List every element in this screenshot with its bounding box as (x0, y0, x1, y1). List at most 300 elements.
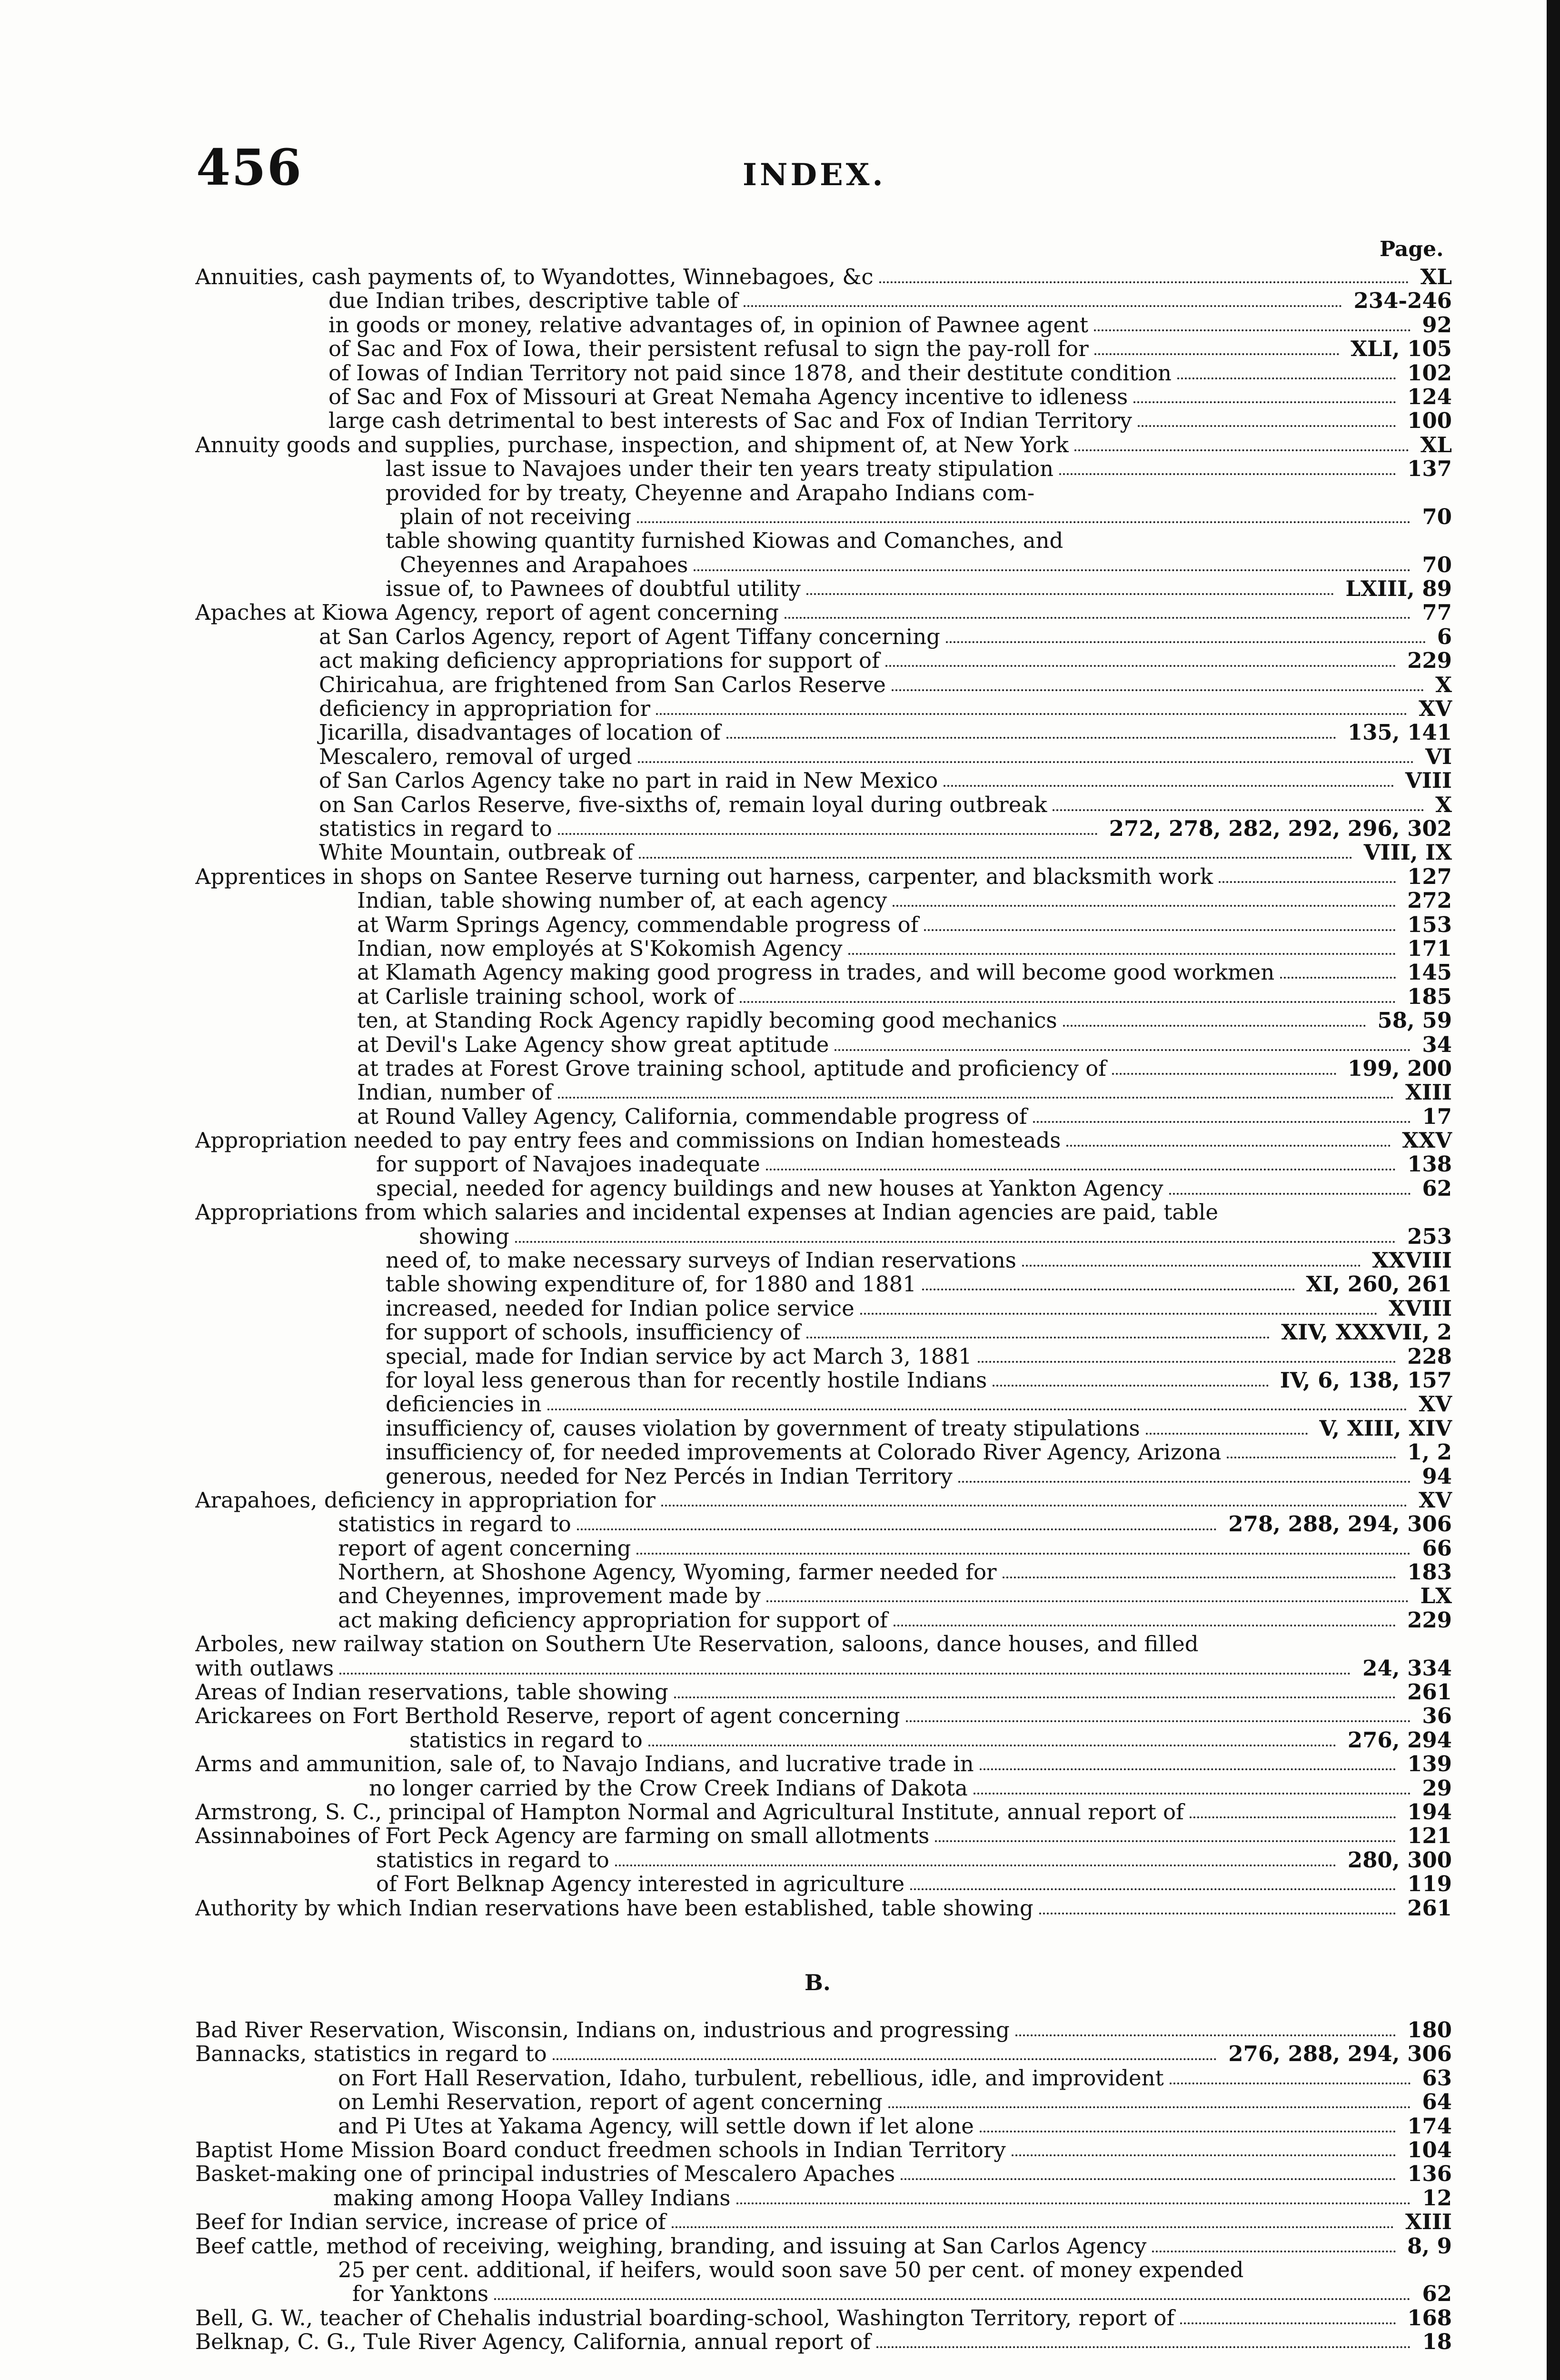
index-entry (195, 673, 1457, 697)
entry-text: Mescalero, removal of urged (319, 744, 632, 769)
entry-text: statistics in regard to (319, 816, 552, 841)
leader-dots (1015, 2018, 1396, 2036)
index-entry (195, 769, 1457, 793)
entry-page-ref: 102 (1402, 361, 1452, 385)
leader-dots (1133, 385, 1396, 403)
index-entry (195, 361, 1457, 385)
index-entry (195, 2282, 1457, 2306)
index-entry (195, 1225, 1457, 1249)
leader-dots (901, 2162, 1396, 2180)
entry-text: Indian, number of (357, 1081, 553, 1105)
entry-page-ref: 62 (1417, 1177, 1452, 1200)
index-entry (195, 937, 1457, 961)
entry-text: statistics in regard to (376, 1848, 609, 1873)
entry-page-ref: 100 (1402, 409, 1452, 433)
entry-page-ref: XIII (1401, 2210, 1452, 2234)
index-entry (195, 1297, 1457, 1320)
entry-text: deficiencies in (386, 1392, 542, 1417)
entry-page-ref: 180 (1402, 2018, 1452, 2042)
entry-text: table showing expenditure of, for 1880 and 1881 (386, 1272, 916, 1297)
index-entry (195, 649, 1457, 673)
entry-text: Annuities, cash payments of, to Wyandottes, Winnebagoes, &c (195, 265, 874, 289)
entry-page-ref: 124 (1402, 385, 1452, 409)
entry-text: Bannacks, statistics in regard to (195, 2042, 547, 2066)
index-entry (195, 433, 1457, 457)
entry-text: plain of not receiving (400, 505, 632, 529)
leader-dots (888, 2090, 1411, 2108)
entry-text: at San Carlos Agency, report of Agent Tiffany concerning (319, 625, 940, 649)
entry-page-ref: 8, 9 (1402, 2234, 1452, 2258)
entry-page-ref: LX (1415, 1584, 1452, 1608)
leader-dots (860, 1297, 1377, 1315)
entry-text: insufficiency of, for needed improvements at Colorado River Agency, Arizona (386, 1440, 1222, 1465)
index-entry (195, 865, 1457, 889)
leader-dots (944, 769, 1394, 787)
entry-page-ref: 183 (1402, 1560, 1452, 1584)
entry-page-ref: 58, 59 (1372, 1009, 1452, 1032)
entry-page-ref: 77 (1417, 601, 1452, 625)
entry-page-ref: 63 (1417, 2066, 1452, 2090)
entry-page-ref: XIII (1401, 1081, 1452, 1104)
index-entry (195, 697, 1457, 721)
entry-page-ref: 127 (1402, 865, 1452, 889)
entry-text: and Pi Utes at Yakama Agency, will settle down if let alone (338, 2114, 974, 2138)
index-entry (195, 1872, 1457, 1896)
leader-dots (1227, 1440, 1396, 1458)
entry-text: issue of, to Pawnees of doubtful utility (386, 577, 801, 601)
leader-dots (656, 697, 1407, 715)
entry-page-ref: 138 (1402, 1152, 1452, 1176)
entry-text: special, needed for agency buildings and new houses at Yankton Agency (376, 1176, 1163, 1201)
index-entry (195, 817, 1457, 841)
index-entry (195, 577, 1457, 601)
entry-text: Beef cattle, method of receiving, weighing, branding, and issuing at San Carlos Agency (195, 2234, 1147, 2258)
leader-dots (879, 265, 1409, 283)
index-entry (195, 2114, 1457, 2138)
index-entry (195, 2138, 1457, 2162)
entry-page-ref: XVIII (1384, 1297, 1452, 1320)
entry-text: last issue to Navajoes under their ten years treaty stipulation (386, 457, 1054, 481)
entry-text: no longer carried by the Crow Creek Indians of Dakota (369, 1776, 968, 1800)
entry-text: Authority by which Indian reservations have been established, table showing (195, 1896, 1033, 1920)
index-entry (195, 745, 1457, 769)
leader-dots (672, 2210, 1394, 2228)
entry-text: at Carlisle training school, work of (357, 984, 735, 1009)
entry-page-ref: 17 (1417, 1105, 1452, 1129)
leader-dots (806, 1320, 1270, 1339)
entry-text: statistics in regard to (338, 1512, 571, 1537)
entry-page-ref: XV (1414, 1392, 1452, 1416)
entry-page-ref: 24, 334 (1358, 1656, 1452, 1680)
entry-page-ref: 185 (1402, 985, 1452, 1009)
leader-dots (1053, 793, 1424, 811)
index-entry (195, 2234, 1457, 2258)
leader-dots (893, 889, 1396, 907)
index-entry (195, 1177, 1457, 1200)
entry-text: Arapahoes, deficiency in appropriation for (195, 1488, 656, 1513)
leader-dots (1033, 1105, 1411, 1123)
entry-text: Areas of Indian reservations, table showing (195, 1680, 668, 1705)
leader-dots (558, 817, 1098, 835)
leader-dots (993, 1368, 1268, 1387)
entry-text: on Fort Hall Reservation, Idaho, turbulent, rebellious, idle, and improvident (338, 2066, 1164, 2091)
entry-text: of Iowas of Indian Territory not paid since 1878, and their destitute condition (328, 361, 1172, 385)
entry-page-ref: VIII (1401, 769, 1452, 793)
leader-dots (638, 745, 1414, 763)
index-entry (195, 1728, 1457, 1752)
entry-page-ref: VI (1421, 745, 1452, 769)
index-entry (195, 337, 1457, 361)
leader-dots (935, 1824, 1396, 1842)
index-entry (195, 457, 1457, 481)
entry-text: White Mountain, outbreak of (319, 841, 633, 865)
index-entry (195, 1081, 1457, 1104)
leader-dots (615, 1848, 1336, 1866)
entry-page-ref: 70 (1417, 505, 1452, 529)
entry-page-ref: 276, 294 (1343, 1728, 1452, 1752)
leader-dots (894, 1608, 1396, 1626)
entry-page-ref: VIII, IX (1359, 841, 1452, 864)
leader-dots (740, 985, 1396, 1003)
entry-page-ref: 66 (1417, 1537, 1452, 1560)
leader-dots (785, 601, 1411, 619)
index-entry (195, 1656, 1457, 1680)
entry-page-ref: X (1431, 793, 1452, 817)
entry-page-ref: 34 (1417, 1033, 1452, 1057)
entry-text: on Lemhi Reservation, report of agent concerning (338, 2090, 883, 2114)
entry-text: table showing quantity furnished Kiowas and Comanches, and (386, 529, 1063, 553)
index-entry (195, 2162, 1457, 2186)
index-entry (195, 1608, 1457, 1632)
entry-text: insufficiency of, causes violation by government of treaty stipulations (386, 1416, 1140, 1441)
leader-dots (1063, 1009, 1366, 1027)
index-entry (195, 1752, 1457, 1776)
entry-page-ref: 92 (1417, 313, 1452, 337)
entry-text: due Indian tribes, descriptive table of (328, 289, 738, 313)
entry-page-ref: 228 (1402, 1345, 1452, 1368)
index-entry (195, 553, 1457, 577)
page-column-header: Page. (1380, 237, 1444, 261)
entry-text: 25 per cent. additional, if heifers, would soon save 50 per cent. of money expended (338, 2258, 1244, 2282)
entry-page-ref: 280, 300 (1343, 1848, 1452, 1872)
index-entry (195, 913, 1457, 937)
entry-text: report of agent concerning (338, 1536, 631, 1561)
entry-text: for Yanktons (352, 2282, 489, 2306)
index-entry (195, 1392, 1457, 1416)
index-entry (195, 1848, 1457, 1872)
leader-dots (1066, 1129, 1391, 1147)
index-entry (195, 1440, 1457, 1464)
entry-page-ref: 229 (1402, 1608, 1452, 1632)
entry-text: Jicarilla, disadvantages of location of (319, 721, 721, 745)
index-entry (195, 2042, 1457, 2066)
leader-dots (639, 841, 1352, 859)
entry-text: Arms and ammunition, sale of, to Navajo Indians, and lucrative trade in (195, 1752, 974, 1776)
leader-dots (848, 937, 1396, 955)
index-entry (195, 2306, 1457, 2330)
entry-text: for support of Navajoes inadequate (376, 1152, 760, 1177)
entry-text: ten, at Standing Rock Agency rapidly becoming good mechanics (357, 1009, 1057, 1033)
entry-text: special, made for Indian service by act March 3, 1881 (386, 1344, 972, 1368)
entry-page-ref: XL (1415, 433, 1452, 457)
index-entries-b (195, 2018, 1457, 2354)
entry-page-ref: 12 (1417, 2186, 1452, 2210)
leader-dots (806, 577, 1334, 595)
index-entry (195, 505, 1457, 529)
index-entry (195, 289, 1457, 313)
entry-text: Indian, now employés at S'Kokomish Agency (357, 936, 843, 961)
index-entry (195, 1105, 1457, 1129)
entry-text: in goods or money, relative advantages of, in opinion of Pawnee agent (328, 313, 1089, 337)
index-entry (195, 1680, 1457, 1704)
entry-text: Bell, G. W., teacher of Chehalis industrial boarding-school, Washington Territory, report of (195, 2306, 1175, 2330)
leader-dots (1138, 409, 1396, 427)
leader-dots (980, 1752, 1396, 1770)
entry-page-ref: 261 (1402, 1680, 1452, 1704)
entry-text: Cheyennes and Arapahoes (400, 553, 688, 577)
index-entry (195, 1345, 1457, 1368)
index-entry (195, 1009, 1457, 1032)
entry-text: need of, to make necessary surveys of Indian reservations (386, 1249, 1016, 1273)
index-entry (195, 841, 1457, 864)
index-entry (195, 2090, 1457, 2114)
entry-page-ref: 168 (1402, 2306, 1452, 2330)
entry-page-ref: 29 (1417, 1776, 1452, 1800)
entry-text: Armstrong, S. C., principal of Hampton Normal and Agricultural Institute, annual report of (195, 1800, 1184, 1825)
leader-dots (958, 1465, 1411, 1483)
entry-text: Northern, at Shoshone Agency, Wyoming, farmer needed for (338, 1560, 997, 1585)
index-entry (195, 1320, 1457, 1344)
entry-text: act making deficiency appropriation for support of (338, 1608, 888, 1633)
index-entry (195, 1584, 1457, 1608)
entry-text: Basket-making one of principal industries of Mescalero Apaches (195, 2162, 895, 2186)
leader-dots (494, 2282, 1411, 2300)
index-entry (195, 1560, 1457, 1584)
entry-page-ref: 171 (1402, 937, 1452, 961)
index-entry (195, 1057, 1457, 1081)
index-entry (195, 2258, 1457, 2282)
index-entry (195, 1537, 1457, 1560)
index-entry (195, 1465, 1457, 1488)
index-entry (195, 1512, 1457, 1536)
index-entry (195, 985, 1457, 1009)
entry-text: provided for by treaty, Cheyenne and Arapaho Indians com- (386, 481, 1035, 505)
leader-dots (924, 913, 1396, 931)
entry-text: Appropriation needed to pay entry fees and commissions on Indian homesteads (195, 1129, 1061, 1153)
leader-dots (744, 289, 1342, 307)
entry-text: Belknap, C. G., Tule River Agency, California, annual report of (195, 2330, 871, 2354)
entry-page-ref: 1, 2 (1402, 1440, 1452, 1464)
index-entry (195, 1632, 1457, 1656)
leader-dots (637, 505, 1411, 523)
leader-dots (946, 625, 1426, 643)
index-entry (195, 1776, 1457, 1800)
entry-text: with outlaws (195, 1656, 334, 1681)
index-entry (195, 1200, 1457, 1224)
entry-text: and Cheyennes, improvement made by (338, 1584, 761, 1608)
leader-dots (1169, 1177, 1411, 1195)
index-entry (195, 721, 1457, 744)
leader-dots (885, 649, 1396, 667)
leader-dots (922, 1272, 1295, 1290)
leader-dots (974, 1776, 1411, 1795)
index-entry (195, 1033, 1457, 1057)
entry-page-ref: 229 (1402, 649, 1452, 673)
entry-page-ref: 261 (1402, 1896, 1452, 1920)
index-entry (195, 2066, 1457, 2090)
index-entry (195, 1800, 1457, 1824)
entry-page-ref: 136 (1402, 2162, 1452, 2186)
leader-dots (558, 1081, 1394, 1099)
leader-dots (726, 721, 1336, 739)
leader-dots (766, 1152, 1396, 1170)
index-entry (195, 1152, 1457, 1176)
entry-text: generous, needed for Nez Percés in Indian Territory (386, 1464, 953, 1488)
leader-dots (1170, 2066, 1411, 2084)
entry-text: act making deficiency appropriations for support of (319, 649, 880, 673)
index-entry (195, 961, 1457, 984)
leader-dots (1094, 313, 1411, 331)
leader-dots (1003, 1560, 1396, 1578)
entry-text: showing (419, 1224, 509, 1249)
entry-text: for loyal less generous than for recently hostile Indians (386, 1368, 987, 1393)
entry-page-ref: 199, 200 (1343, 1057, 1452, 1081)
entry-page-ref: 153 (1402, 913, 1452, 937)
leader-dots (736, 2186, 1411, 2204)
entry-page-ref: 121 (1402, 1824, 1452, 1848)
leader-dots (577, 1512, 1217, 1530)
scan-edge-right (1547, 0, 1560, 2380)
leader-dots (553, 2042, 1217, 2060)
index-entry (195, 385, 1457, 409)
entry-page-ref: 145 (1402, 961, 1452, 984)
entry-text: making among Hoopa Valley Indians (333, 2186, 731, 2211)
entry-page-ref: 276, 288, 294, 306 (1223, 2042, 1452, 2066)
entry-page-ref: 194 (1402, 1800, 1452, 1824)
entry-page-ref: 137 (1402, 457, 1452, 481)
leader-dots (661, 1488, 1407, 1507)
leader-dots (1112, 1057, 1336, 1075)
entry-text: statistics in regard to (409, 1728, 643, 1753)
entry-page-ref: XXVIII (1367, 1249, 1452, 1272)
index-entries-a (195, 265, 1457, 1920)
leader-dots (892, 673, 1424, 691)
leader-dots (547, 1392, 1408, 1410)
index-entry (195, 313, 1457, 337)
entry-page-ref: 253 (1402, 1225, 1452, 1249)
entry-text: Apprentices in shops on Santee Reserve turning out harness, carpenter, and blacksmith work (195, 864, 1213, 889)
leader-dots (835, 1033, 1411, 1051)
entry-text: of Sac and Fox of Iowa, their persistent refusal to sign the pay-roll for (328, 337, 1089, 361)
entry-page-ref: 272 (1402, 889, 1452, 912)
entry-page-ref: XL (1415, 265, 1452, 289)
entry-page-ref: 18 (1417, 2330, 1452, 2354)
index-entry (195, 1704, 1457, 1728)
leader-dots (978, 1345, 1396, 1363)
leader-dots (1152, 2234, 1396, 2252)
index-entry (195, 481, 1457, 505)
index-entry (195, 1417, 1457, 1440)
leader-dots (648, 1728, 1336, 1746)
leader-dots (980, 2114, 1396, 2132)
leader-dots (1039, 1896, 1396, 1914)
entry-page-ref: XLI, 105 (1346, 337, 1452, 361)
index-entry (195, 1368, 1457, 1392)
leader-dots (1022, 1249, 1361, 1267)
entry-page-ref: XI, 260, 261 (1302, 1272, 1452, 1296)
leader-dots (636, 1537, 1411, 1555)
index-entry (195, 1129, 1457, 1152)
entry-page-ref: 94 (1417, 1465, 1452, 1488)
index-entry (195, 889, 1457, 912)
leader-dots (1180, 2306, 1396, 2324)
entry-page-ref: 64 (1417, 2090, 1452, 2114)
leader-dots (1059, 457, 1396, 475)
entry-text: of Fort Belknap Agency interested in agriculture (376, 1872, 905, 1896)
entry-page-ref: LXIII, 89 (1341, 577, 1452, 601)
entry-page-ref: 135, 141 (1343, 721, 1452, 744)
entry-text: at trades at Forest Grove training school, aptitude and proficiency of (357, 1056, 1106, 1081)
entry-page-ref: XV (1414, 697, 1452, 721)
leader-dots (1177, 361, 1396, 379)
leader-dots (1219, 865, 1396, 883)
index-entry (195, 2330, 1457, 2354)
leader-dots (910, 1872, 1396, 1890)
entry-text: for support of schools, insufficiency of (386, 1320, 801, 1345)
entry-page-ref: 278, 288, 294, 306 (1223, 1512, 1452, 1536)
leader-dots (1094, 337, 1339, 355)
entry-text: at Warm Springs Agency, commendable progress of (357, 912, 919, 937)
index-entry (195, 1488, 1457, 1512)
index-entry (195, 265, 1457, 289)
entry-text: Baptist Home Mission Board conduct freedmen schools in Indian Territory (195, 2138, 1006, 2162)
entry-page-ref: 272, 278, 282, 292, 296, 302 (1104, 817, 1452, 841)
entry-text: Bad River Reservation, Wisconsin, Indians on, industrious and progressing (195, 2018, 1010, 2043)
leader-dots (876, 2330, 1411, 2348)
leader-dots (1074, 433, 1409, 451)
leader-dots (1146, 1417, 1308, 1435)
entry-page-ref: 174 (1402, 2114, 1452, 2138)
index-entry (195, 601, 1457, 625)
entry-text: Appropriations from which salaries and incidental expenses at Indian agencies are paid, table (195, 1200, 1218, 1225)
page-number: 456 (196, 138, 303, 197)
entry-text: at Round Valley Agency, California, commendable progress of (357, 1104, 1027, 1129)
entry-text: of San Carlos Agency take no part in raid in New Mexico (319, 769, 938, 793)
leader-dots (1280, 961, 1396, 979)
entry-page-ref: V, XIII, XIV (1314, 1417, 1452, 1440)
entry-text: large cash detrimental to best interests of Sac and Fox of Indian Territory (328, 409, 1132, 433)
entry-page-ref: XV (1414, 1488, 1452, 1512)
entry-page-ref: 6 (1432, 625, 1452, 649)
entry-text: Apaches at Kiowa Agency, report of agent concerning (195, 601, 779, 625)
index-entry (195, 529, 1457, 553)
entry-text: of Sac and Fox of Missouri at Great Nemaha Agency incentive to idleness (328, 385, 1128, 409)
entry-text: Arboles, new railway station on Southern Ute Reservation, saloons, dance houses, and filled (195, 1632, 1199, 1656)
entry-page-ref: 139 (1402, 1752, 1452, 1776)
entry-page-ref: 119 (1402, 1872, 1452, 1896)
index-entry (195, 1824, 1457, 1848)
leader-dots (1190, 1800, 1396, 1818)
entry-text: Annuity goods and supplies, purchase, inspection, and shipment of, at New York (195, 433, 1069, 457)
leader-dots (906, 1704, 1411, 1722)
leader-dots (1012, 2138, 1396, 2156)
entry-page-ref: 62 (1417, 2282, 1452, 2306)
entry-page-ref: 36 (1417, 1704, 1452, 1728)
entry-text: at Devil's Lake Agency show great aptitude (357, 1032, 829, 1057)
index-entry (195, 2186, 1457, 2210)
index-entry (195, 2018, 1457, 2042)
leader-dots (674, 1680, 1396, 1698)
